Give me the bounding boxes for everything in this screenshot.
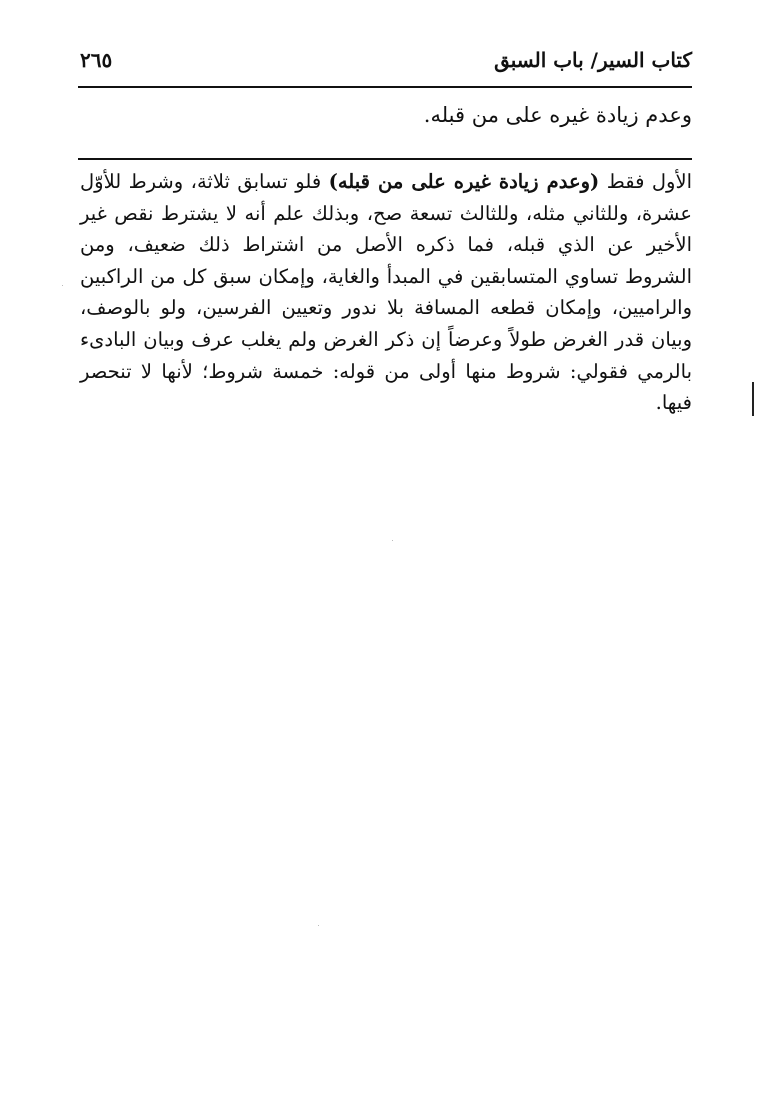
quoted-matn: (وعدم زيادة غيره على من قبله) xyxy=(328,170,600,193)
commentary-lead: الأول فقط xyxy=(599,170,693,193)
header-rule xyxy=(78,86,692,88)
page-header xyxy=(80,44,692,80)
scan-speck xyxy=(62,285,63,286)
commentary-paragraph xyxy=(80,166,692,419)
running-title: كتاب السير/ باب السبق xyxy=(494,48,692,72)
matn-separator-rule xyxy=(78,158,692,160)
scan-speck xyxy=(392,540,393,541)
page-number: ٢٦٥ xyxy=(80,48,113,72)
commentary-body: فلو تسابق ثلاثة، وشرط للأوّل عشرة، وللثاني مثله، وللثالث تسعة صح، وبذلك علم أنه لا يشترط نقص غير الأخير عن الذي قبله، فما ذكره الأصل من اشتراط ذلك ضعيف، ومن الشروط تساوي المتسابقين في المبدأ والغاية، وإمكان سبق كل من الراكبين والراميين، وإمكان قطعه المسافة بلا ندور وتعيين الفرسين، ولو بالوصف، وبيان قدر الغرض طولاً وعرضاً إن ذكر الغرض ولم يغلب عرف وبيان البادىء بالرمي فقولي: شروط منها أولى من قوله: خمسة شروط؛ لأنها لا تنحصر فيها. xyxy=(80,170,692,415)
matn-text: وعدم زيادة غيره على من قبله. xyxy=(423,103,692,127)
scan-speck xyxy=(318,925,319,926)
margin-mark xyxy=(752,382,754,416)
